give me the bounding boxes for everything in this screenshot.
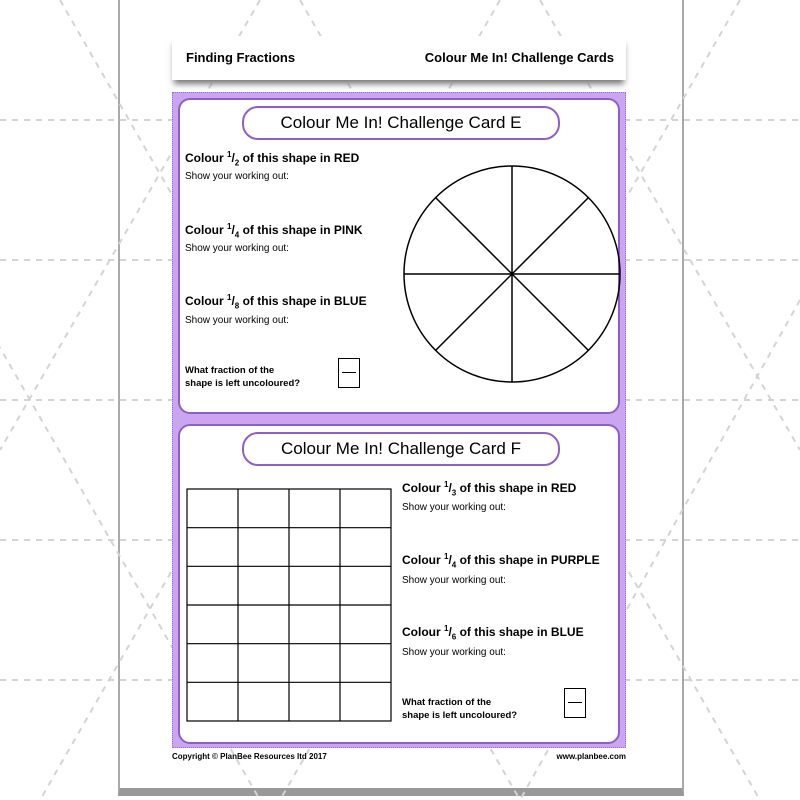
working-label: Show your working out:: [402, 647, 506, 658]
header-subject: Finding Fractions: [186, 50, 296, 65]
answer-box[interactable]: [564, 688, 586, 718]
header-title: Colour Me In! Challenge Cards: [424, 50, 614, 65]
copyright: Copyright © PlanBee Resources ltd 2017: [172, 752, 327, 761]
working-label: Show your working out:: [185, 243, 289, 254]
question-1: Colour $^1/_3$ of this shape in RED: [402, 480, 577, 498]
card-title: Colour Me In! Challenge Card E: [242, 106, 560, 140]
circle-shape: [400, 164, 624, 388]
working-label: Show your working out:: [185, 315, 289, 326]
leftover-question: What fraction of the shape is left uncoloured?: [185, 365, 301, 389]
working-label: Show your working out:: [185, 171, 289, 182]
working-label: Show your working out:: [402, 502, 506, 513]
question-3: Colour $^1/_6$ of this shape in BLUE: [402, 624, 584, 642]
answer-box[interactable]: [338, 358, 360, 388]
working-label: Show your working out:: [402, 575, 506, 586]
question-3: Colour $^1/_8$ of this shape in BLUE: [185, 293, 367, 311]
website: www.planbee.com: [556, 752, 626, 761]
page-header: [172, 36, 626, 80]
grid-shape: [186, 488, 394, 724]
challenge-card-e: [178, 98, 620, 414]
card-title: Colour Me In! Challenge Card F: [242, 432, 560, 466]
challenge-card-f: [178, 424, 620, 744]
question-2: Colour $^1/_4$ of this shape in PINK: [185, 222, 363, 240]
question-2: Colour $^1/_4$ of this shape in PURPLE: [402, 552, 600, 570]
leftover-question: What fraction of the shape is left uncoloured?: [402, 697, 518, 721]
question-1: Colour $^1/_2$ of this shape in RED: [185, 150, 360, 168]
